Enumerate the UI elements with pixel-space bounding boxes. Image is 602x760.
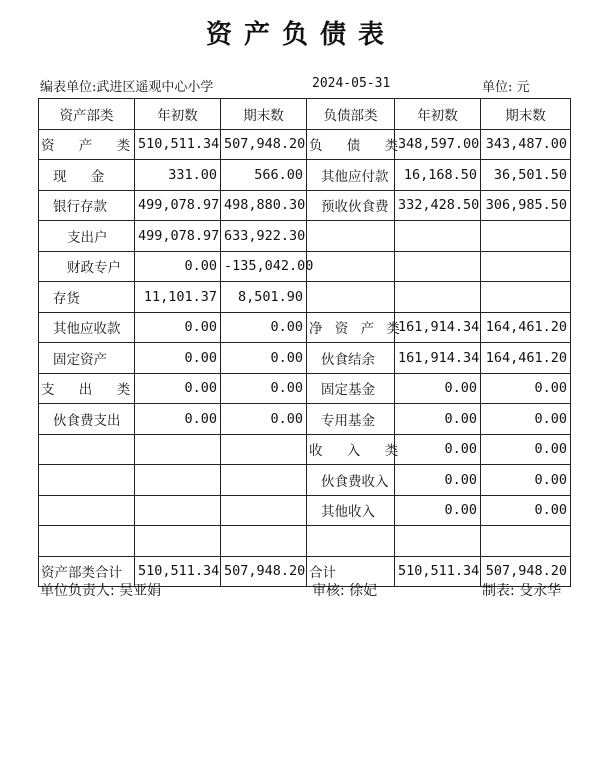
liability-closing: 164,461.20 [481, 312, 571, 343]
liability-label: 固定基金 [307, 373, 395, 404]
asset-closing [221, 465, 307, 496]
asset-label: 存货 [39, 282, 135, 313]
header-row [39, 99, 571, 130]
asset-opening [135, 434, 221, 465]
asset-opening: 0.00 [135, 312, 221, 343]
liability-label: 负 债 类 [307, 129, 395, 160]
asset-closing: 8,501.90 [221, 282, 307, 313]
table-row [39, 129, 571, 160]
liability-label: 收 入 类 [307, 434, 395, 465]
header-liability-closing: 期末数 [481, 99, 571, 130]
asset-label: 资产部类合计 [39, 556, 135, 587]
asset-label: 银行存款 [39, 190, 135, 221]
asset-label: 现 金 [39, 160, 135, 191]
liability-label: 其他应付款 [307, 160, 395, 191]
liability-closing: 0.00 [481, 404, 571, 435]
liability-closing [481, 282, 571, 313]
liability-label: 伙食费收入 [307, 465, 395, 496]
liability-closing: 0.00 [481, 465, 571, 496]
reporting-unit: 编表单位:武进区遥观中心小学 [40, 80, 214, 95]
asset-label [39, 434, 135, 465]
asset-label: 固定资产 [39, 343, 135, 374]
liability-opening: 0.00 [395, 404, 481, 435]
table-row [39, 282, 571, 313]
table-row [39, 343, 571, 374]
asset-closing: -135,042.00 [221, 251, 307, 282]
asset-opening [135, 495, 221, 526]
liability-opening [395, 526, 481, 557]
asset-label [39, 465, 135, 496]
table-row [39, 495, 571, 526]
asset-closing: 566.00 [221, 160, 307, 191]
asset-opening: 11,101.37 [135, 282, 221, 313]
table-row [39, 190, 571, 221]
asset-label: 伙食费支出 [39, 404, 135, 435]
liability-label: 伙食结余 [307, 343, 395, 374]
liability-closing: 164,461.20 [481, 343, 571, 374]
liability-opening: 161,914.34 [395, 343, 481, 374]
liability-opening: 16,168.50 [395, 160, 481, 191]
asset-closing [221, 526, 307, 557]
report-title: 资产负债表 [205, 20, 396, 50]
asset-closing: 0.00 [221, 312, 307, 343]
asset-closing: 0.00 [221, 404, 307, 435]
liability-opening: 161,914.34 [395, 312, 481, 343]
liability-label [307, 221, 395, 252]
table-row [39, 404, 571, 435]
liability-closing: 0.00 [481, 373, 571, 404]
liability-opening: 0.00 [395, 434, 481, 465]
liability-opening: 0.00 [395, 495, 481, 526]
liability-label: 净 资 产 类 [307, 312, 395, 343]
preparer: 制表: 殳永华 [482, 583, 562, 599]
asset-closing: 0.00 [221, 343, 307, 374]
header-asset-category: 资产部类 [39, 99, 135, 130]
balance-sheet-table [38, 98, 571, 587]
header-liability-opening: 年初数 [395, 99, 481, 130]
table-row [39, 465, 571, 496]
liability-opening: 348,597.00 [395, 129, 481, 160]
header-asset-closing: 期末数 [221, 99, 307, 130]
asset-opening: 510,511.34 [135, 129, 221, 160]
header-asset-opening: 年初数 [135, 99, 221, 130]
asset-opening [135, 526, 221, 557]
asset-label: 资 产 类 [39, 129, 135, 160]
liability-label: 合计 [307, 556, 395, 587]
liability-closing [481, 251, 571, 282]
table-row [39, 160, 571, 191]
asset-label: 支 出 类 [39, 373, 135, 404]
liability-opening [395, 282, 481, 313]
table-row [39, 373, 571, 404]
asset-opening: 499,078.97 [135, 190, 221, 221]
liability-opening: 510,511.34 [395, 556, 481, 587]
asset-opening: 510,511.34 [135, 556, 221, 587]
liability-closing: 507,948.20 [481, 556, 571, 587]
table-row [39, 221, 571, 252]
liability-closing: 343,487.00 [481, 129, 571, 160]
liability-closing [481, 526, 571, 557]
liability-opening: 0.00 [395, 465, 481, 496]
asset-opening: 0.00 [135, 251, 221, 282]
table-row [39, 251, 571, 282]
liability-label [307, 282, 395, 313]
asset-closing: 507,948.20 [221, 556, 307, 587]
asset-opening [135, 465, 221, 496]
liability-label [307, 526, 395, 557]
asset-closing: 507,948.20 [221, 129, 307, 160]
liability-closing: 36,501.50 [481, 160, 571, 191]
reviewer: 审核: 徐妃 [312, 583, 378, 599]
header-liability-category: 负债部类 [307, 99, 395, 130]
asset-opening: 499,078.97 [135, 221, 221, 252]
asset-label: 财政专户 [39, 251, 135, 282]
asset-label: 其他应收款 [39, 312, 135, 343]
liability-opening: 332,428.50 [395, 190, 481, 221]
asset-opening: 0.00 [135, 404, 221, 435]
asset-closing [221, 495, 307, 526]
liability-label: 其他收入 [307, 495, 395, 526]
table-row [39, 434, 571, 465]
asset-closing [221, 434, 307, 465]
asset-label [39, 526, 135, 557]
asset-closing: 498,880.30 [221, 190, 307, 221]
liability-opening: 0.00 [395, 373, 481, 404]
liability-opening [395, 221, 481, 252]
liability-closing: 0.00 [481, 495, 571, 526]
liability-closing [481, 221, 571, 252]
asset-opening: 331.00 [135, 160, 221, 191]
asset-closing: 633,922.30 [221, 221, 307, 252]
liability-closing: 306,985.50 [481, 190, 571, 221]
unit-head: 单位负责人: 吴亚娟 [40, 583, 162, 599]
asset-closing: 0.00 [221, 373, 307, 404]
report-date: 2024-05-31 [312, 76, 391, 91]
asset-label: 支出户 [39, 221, 135, 252]
asset-label [39, 495, 135, 526]
liability-opening [395, 251, 481, 282]
liability-closing: 0.00 [481, 434, 571, 465]
liability-label: 预收伙食费 [307, 190, 395, 221]
asset-opening: 0.00 [135, 373, 221, 404]
liability-label: 专用基金 [307, 404, 395, 435]
liability-label [307, 251, 395, 282]
asset-opening: 0.00 [135, 343, 221, 374]
table-row [39, 312, 571, 343]
table-row [39, 526, 571, 557]
currency-unit: 单位: 元 [482, 80, 530, 95]
